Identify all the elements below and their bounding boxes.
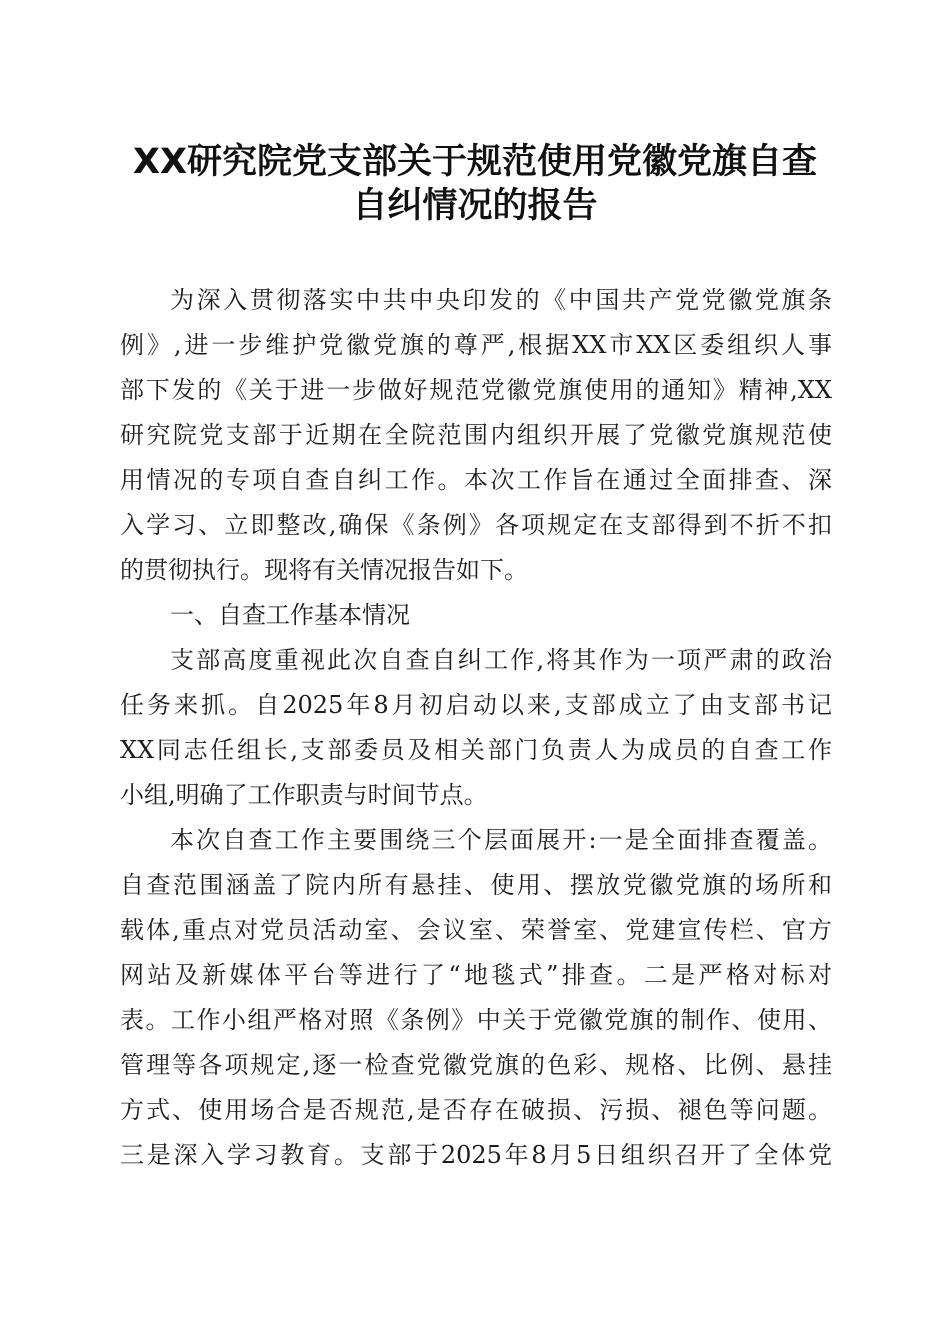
paragraph-line: 为深入贯彻落实中共中央印发的《中国共产党党徽党旗条 [170, 286, 832, 314]
paragraph-line: 方式、使用场合是否规范,是否存在破损、污损、褪色等问题。 [120, 1096, 832, 1124]
paragraph-line: 部下发的《关于进一步做好规范党徽党旗使用的通知》精神,XX [120, 376, 832, 404]
paragraph-line: 自查范围涵盖了院内所有悬挂、使用、摆放党徽党旗的场所和 [120, 871, 832, 899]
paragraph-line: 例》,进一步维护党徽党旗的尊严,根据XX市XX区委组织人事 [120, 331, 832, 359]
paragraph-line: 入学习、立即整改,确保《条例》各项规定在支部得到不折不扣 [120, 511, 832, 539]
section-heading: 一、自查工作基本情况 [170, 601, 410, 629]
paragraph-line: 三是深入学习教育。支部于2025年8月5日组织召开了全体党 [120, 1141, 832, 1169]
paragraph-line: 小组,明确了工作职责与时间节点。 [120, 781, 488, 809]
paragraph-line: 管理等各项规定,逐一检查党徽党旗的色彩、规格、比例、悬挂 [120, 1051, 832, 1079]
paragraph-line: 研究院党支部于近期在全院范围内组织开展了党徽党旗规范使 [120, 421, 832, 449]
document-title-line-1: XX研究院党支部关于规范使用党徽党旗自查 [133, 142, 817, 182]
paragraph-line: 载体,重点对党员活动室、会议室、荣誉室、党建宣传栏、官方 [120, 916, 832, 944]
document-title-line-2: 自纠情况的报告 [352, 186, 598, 226]
paragraph-line: 网站及新媒体平台等进行了“地毯式”排查。二是严格对标对 [120, 961, 832, 989]
paragraph-line: 支部高度重视此次自查自纠工作,将其作为一项严肃的政治 [170, 646, 832, 674]
paragraph-line: 本次自查工作主要围绕三个层面展开:一是全面排查覆盖。 [170, 826, 832, 854]
paragraph-line: XX同志任组长,支部委员及相关部门负责人为成员的自查工作 [120, 736, 832, 764]
paragraph-line: 的贯彻执行。现将有关情况报告如下。 [120, 556, 528, 584]
paragraph-line: 表。工作小组严格对照《条例》中关于党徽党旗的制作、使用、 [120, 1006, 832, 1034]
paragraph-line: 用情况的专项自查自纠工作。本次工作旨在通过全面排查、深 [120, 466, 832, 494]
paragraph-line: 任务来抓。自2025年8月初启动以来,支部成立了由支部书记 [120, 691, 832, 719]
